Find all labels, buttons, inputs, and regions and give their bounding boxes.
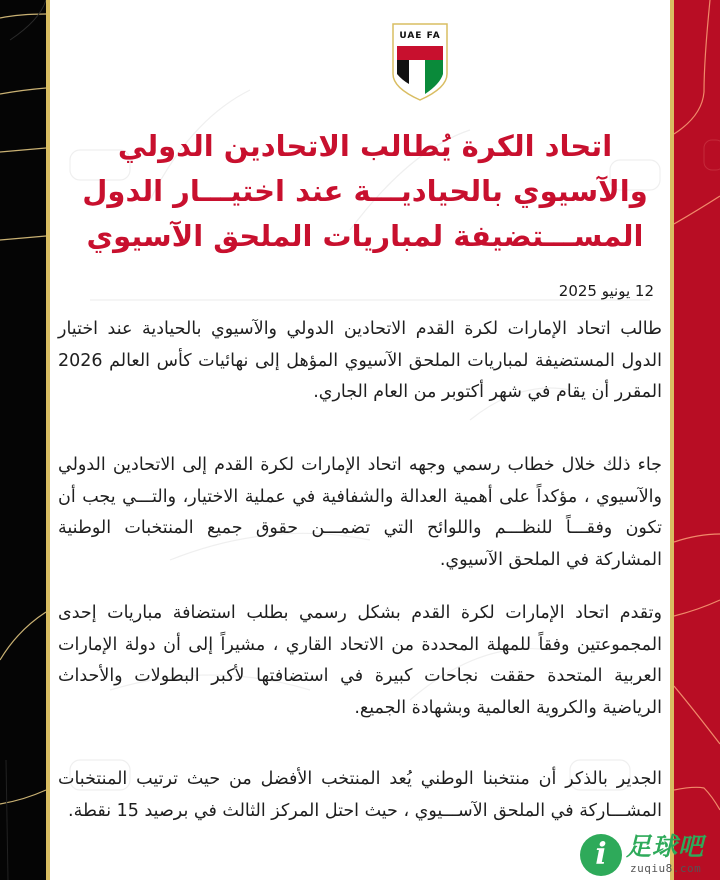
info-circle-icon bbox=[580, 834, 622, 876]
right-band-decoration bbox=[674, 0, 720, 880]
left-black-band bbox=[0, 0, 46, 880]
article-title: اتحاد الكرة يُطالب الاتحادين الدولي والآسيوي بالحياديـــة عند اختيـــار الدول المســـتضيفة لمباريات الملحق الآسيوي bbox=[82, 129, 648, 253]
left-band-decoration bbox=[0, 0, 46, 880]
paragraph-1: طالب اتحاد الإمارات لكرة القدم الاتحادين الدولي والآسيوي بالحيادية عند اختيار الدول المستضيفة لمباريات الملحق الآسيوي المؤهل إلى نهائيات كأس العالم 2026 المقرر أن يقام في شهر أكتوبر من العام الجاري. bbox=[58, 319, 662, 402]
uae-fa-logo bbox=[390, 22, 450, 102]
zuqiu8-watermark bbox=[580, 832, 720, 880]
watermark-url: zuqiu8.com bbox=[630, 862, 702, 875]
right-red-band bbox=[674, 0, 720, 880]
paragraph-4: الجدير بالذكر أن منتخبنا الوطني يُعد المنتخب الأفضل من حيث ترتيب المنتخبات المشـــاركة في الملحق الآســـيوي ، حيث احتل المركز الثالث في برصيد 15 نقطة. bbox=[58, 769, 662, 821]
paragraph-3: وتقدم اتحاد الإمارات لكرة القدم بشكل رسمي بطلب استضافة مباريات إحدى المجموعتين وفقاً للمهلة المحددة من الاتحاد القاري ، مشيراً إلى أن دولة الإمارات العربية المتحدة حققت نجاحات كبيرة في استضافتها لأكبر البطولات والأحداث الرياضية والكروية العالمية وبشهادة الجميع. bbox=[58, 603, 662, 718]
watermark-chinese-name: 足球吧 bbox=[626, 832, 705, 861]
article-date: 12 يونيو 2025 bbox=[558, 282, 654, 300]
logo-text: UAE FA bbox=[399, 31, 441, 41]
paragraph-2: جاء ذلك خلال خطاب رسمي وجهه اتحاد الإمارات لكرة القدم إلى الاتحادين الدولي والآسيوي ، مؤكداً على أهمية العدالة والشفافية في عملية الاختيار، والتـــي يجب أن تكون وفقـــاً للنظـــم واللوائح التي تضمـــن حقوق جميع المنتخبات الوطنية المشاركة في الملحق الآسيوي. bbox=[58, 455, 662, 570]
watermark-glyph: i bbox=[595, 837, 607, 872]
